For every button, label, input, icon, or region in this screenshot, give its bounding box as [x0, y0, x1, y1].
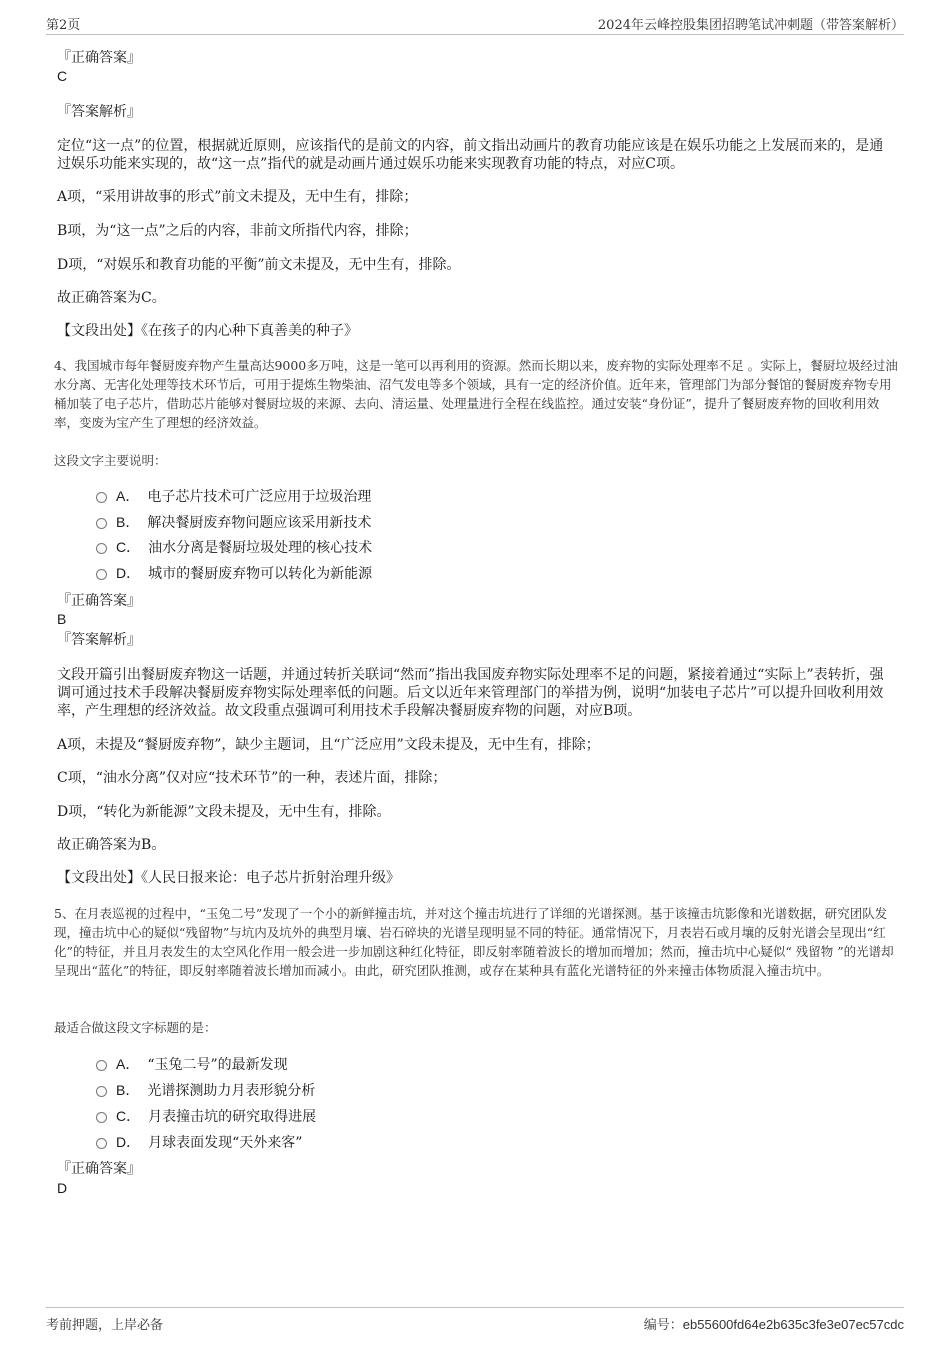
radio-icon[interactable]: [96, 569, 107, 580]
q4-passage: 4、我国城市每年餐厨废弃物产生量高达9000多万吨，这是一笔可以再利用的资源。然而长期以来，废弃物的实际处理率不足 。实际上，餐厨垃圾经过油水分离、无害化处理等技术环节后，可用于提炼生物柴油、沼气发电等多个领域，具有一定的经济价值。近年来，管理部门为部分餐馆的餐厨废弃物专用桶加装了电子芯片，借助芯片能够对餐厨垃圾的来源、去向、清运量、处理量进行全程在线监控。通过安装“身份证”，提升了餐厨废弃物的回收利用效率，变废为宝产生了理想的经济效益。: [54, 358, 898, 430]
radio-icon[interactable]: [96, 1112, 107, 1123]
q3-answer-label: 『正确答案』: [57, 50, 141, 66]
radio-icon[interactable]: [96, 1060, 107, 1071]
q5-option-c[interactable]: C． 月表撞击坑的研究取得进展: [96, 1106, 316, 1126]
q4-option-d-note: D项，“转化为新能源”文段未提及，无中生有，排除。: [57, 804, 391, 820]
q5-option-d[interactable]: D． 月球表面发现“天外来客”: [96, 1132, 302, 1152]
q4-stem: 这段文字主要说明：: [54, 453, 167, 468]
q4-analysis: 文段开篇引出餐厨废弃物这一话题，并通过转折关联词“然而”指出我国废弃物实际处理率不足的问题，紧接着通过“实际上”表转折，强调可通过技术手段解决餐厨废弃物实际处理率低的问题。后文以近年来管理部门的举措为例，说明“加装电子芯片”可以提升回收利用效率，产生理想的经济效益。故文段重点强调可利用技术手段解决餐厨废弃物的问题，对应B项。: [57, 667, 884, 719]
radio-icon[interactable]: [96, 1086, 107, 1097]
q4-option-d[interactable]: D． 城市的餐厨废弃物可以转化为新能源: [96, 563, 372, 583]
document-code: 编号：eb55600fd64e2b635c3fe3e07ec57cdc: [643, 1317, 904, 1333]
q4-source: 【文段出处】《人民日报来论：电子芯片折射治理升级》: [57, 870, 400, 886]
q5-option-b[interactable]: B． 光谱探测助力月表形貌分析: [96, 1080, 315, 1100]
q3-option-d-note: D项，“对娱乐和教育功能的平衡”前文未提及，无中生有，排除。: [57, 257, 461, 273]
footer-slogan: 考前押题，上岸必备: [46, 1318, 164, 1333]
radio-icon[interactable]: [96, 518, 107, 529]
q4-option-a-note: A项，未提及“餐厨废弃物”，缺少主题词，且“广泛应用”文段未提及，无中生有，排除；: [57, 737, 600, 753]
q4-answer: B: [57, 611, 67, 627]
q5-passage: 5、在月表巡视的过程中，“玉兔二号”发现了一个小的新鲜撞击坑，并对这个撞击坑进行了详细的光谱探测。基于该撞击坑影像和光谱数据，研究团队发现，撞击坑中心的疑似“残留物”与坑内及坑外的典型月壤、岩石碎块的光谱呈现明显不同的特征。通常情况下，月表岩石或月壤的反射光谱会呈现出“红化”的特征，并且月表发生的太空风化作用一般会进一步加剧这种红化特征，即反射率随着波长的增加而增加；然而，撞击坑中心疑似“ 残留物 ”的光谱却呈现出“蓝化”的特征，即反射率随着波长增加而减小。由此，研究团队推测，或存在某种具有蓝化光谱特征的外来撞击体物质混入撞击坑中。: [54, 906, 894, 978]
radio-icon[interactable]: [96, 1138, 107, 1149]
q3-source: 【文段出处】《在孩子的内心种下真善美的种子》: [57, 323, 358, 339]
q5-option-a[interactable]: A． “玉兔二号”的最新发现: [96, 1054, 288, 1074]
q3-option-b-note: B项，为“这一点”之后的内容，非前文所指代内容，排除；: [57, 223, 418, 239]
page-footer: [46, 1307, 904, 1336]
q3-analysis: 定位“这一点”的位置，根据就近原则，应该指代的是前文的内容，前文指出动画片的教育功能应该是在娱乐功能之上发展而来的，是通过娱乐功能来实现的，故“这一点”指代的就是动画片通过娱乐功能来实现教育功能的特点，对应C项。: [57, 138, 884, 172]
q3-answer: C: [57, 68, 68, 84]
q4-option-c-note: C项，“油水分离”仅对应“技术环节”的一种，表述片面，排除；: [57, 770, 447, 786]
q4-analysis-label: 『答案解析』: [57, 632, 141, 648]
q4-option-b[interactable]: B． 解决餐厨废弃物问题应该采用新技术: [96, 512, 371, 532]
q5-stem: 最适合做这段文字标题的是：: [54, 1020, 217, 1035]
q3-conclusion: 故正确答案为C。: [57, 290, 166, 306]
page-number: 第2页: [46, 18, 81, 33]
q3-option-a-note: A项，“采用讲故事的形式”前文未提及，无中生有，排除；: [57, 189, 418, 205]
q3-analysis-label: 『答案解析』: [57, 104, 141, 120]
q4-option-c[interactable]: C． 油水分离是餐厨垃圾处理的核心技术: [96, 537, 372, 557]
q5-answer-label: 『正确答案』: [57, 1161, 141, 1177]
document-title: 2024年云峰控股集团招聘笔试冲刺题（带答案解析）: [597, 18, 904, 33]
radio-icon[interactable]: [96, 492, 107, 503]
page-header: [46, 12, 904, 35]
q5-answer: D: [57, 1180, 68, 1196]
q4-option-a[interactable]: A． 电子芯片技术可广泛应用于垃圾治理: [96, 486, 371, 506]
radio-icon[interactable]: [96, 543, 107, 554]
q4-answer-label: 『正确答案』: [57, 593, 141, 609]
q4-conclusion: 故正确答案为B。: [57, 837, 166, 853]
